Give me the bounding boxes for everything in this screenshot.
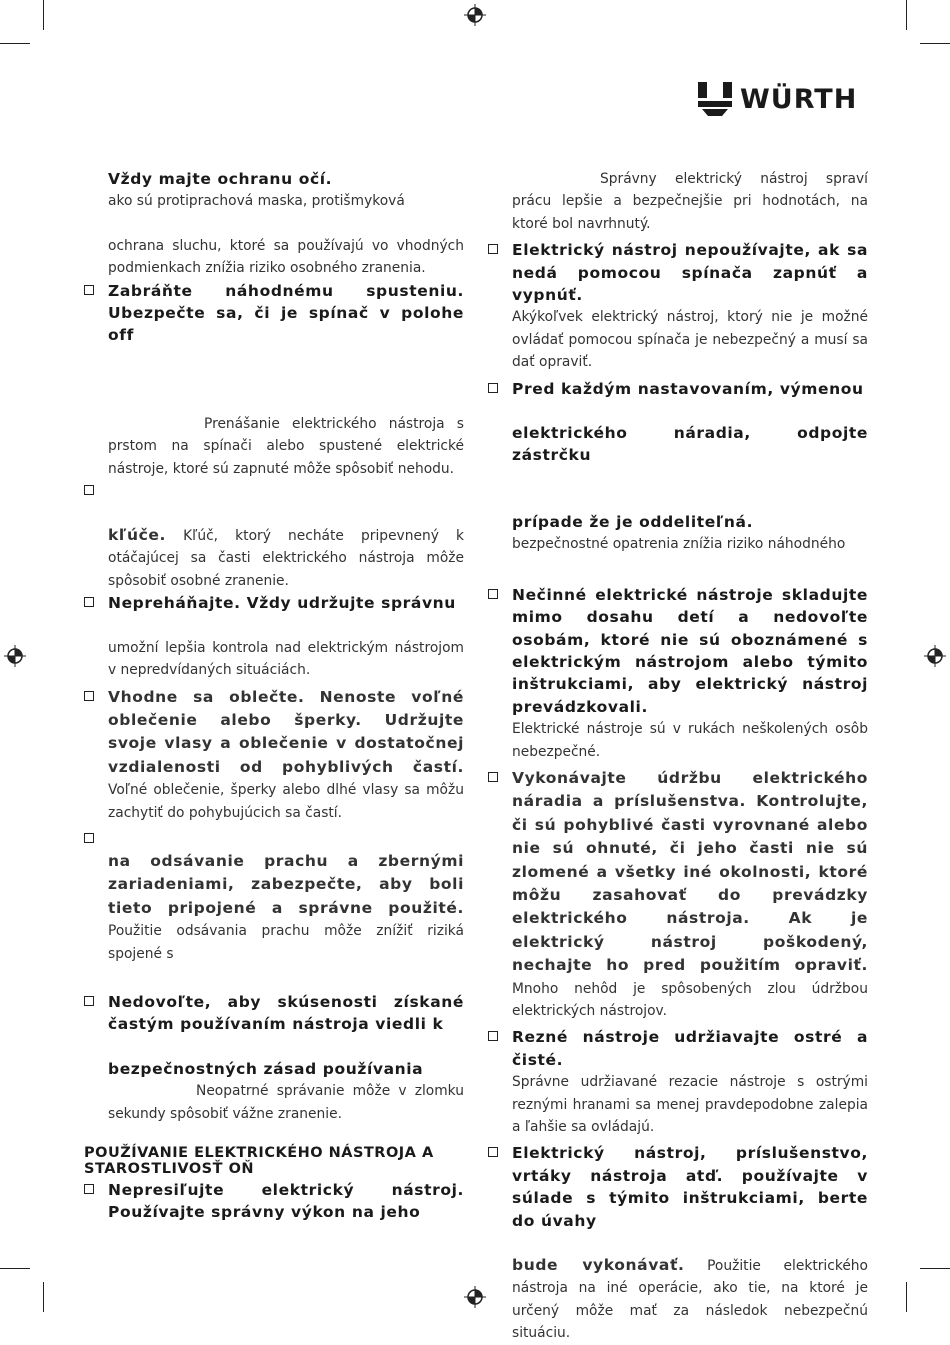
checkbox-icon bbox=[84, 285, 94, 295]
accessories-title-2: bude vykonávať. bbox=[512, 1256, 685, 1275]
maintain-item bbox=[488, 767, 868, 1022]
accidental-start-item bbox=[84, 280, 464, 480]
adjust-title-3: prípade že je oddeliteľná. bbox=[512, 512, 754, 531]
crop-mark-bottom-right-h bbox=[920, 1268, 950, 1269]
dust-text: Použitie odsávania prachu môže znížiť riziká spojené s bbox=[108, 923, 464, 962]
eye-protection-text-1: ako sú protiprachová maska, protišmyková bbox=[108, 193, 405, 210]
maintain-paragraph bbox=[512, 767, 868, 1022]
store-item bbox=[488, 584, 868, 763]
maintain-title: Vykonávajte údržbu elektrického náradia a príslušenstva. Kontrolujte, či sú pohyblivé časti vyrovnané alebo nie sú ohnuté, či jeho časti nie sú zlomené a všetky iné okolnosti, ktoré môžu zasahovať do prevádzky elektrického nástroja. Ak je elektrický nástroj poškodený, nechajte ho pred použitím opraviť. bbox=[512, 768, 868, 975]
accidental-start-text-content: Prenášanie elektrického nástroja s prstom na spínači alebo spustené elektrické nástroje, ktoré sú zapnuté môže spôsobiť nehodu. bbox=[108, 415, 464, 477]
sharp-title: Rezné nástroje udržiavajte ostré a čisté. bbox=[512, 1028, 868, 1069]
wurth-logo-icon bbox=[698, 82, 732, 116]
adjust-title-2: elektrického náradia, odpojte zástrčku bbox=[512, 424, 868, 465]
store-title: Nečinné elektrické nástroje skladujte mimo dosahu detí a nedovoľte osobám, ktoré nie sú oboznámené s elektrickým nástrojom alebo týmito inštrukciami, aby elektrický nástroj prevádzkovali. bbox=[512, 585, 868, 716]
sharp-item bbox=[488, 1026, 868, 1138]
familiarity-text bbox=[108, 1080, 464, 1125]
dress-title: Vhodne sa oblečte. Nenoste voľné oblečenie alebo šperky. Udržujte svoje vlasy a oblečenie v dostatočnej vzdialenosti od pohyblivých častí. bbox=[108, 687, 464, 776]
adjust-item bbox=[488, 378, 868, 556]
switch-text: Akýkoľvek elektrický nástroj, ktorý nie je možné ovládať pomocou spínača je nebezpečný a musí sa dať opraviť. bbox=[512, 309, 868, 371]
accessories-title-1: Elektrický nástroj, príslušenstvo, vrtáky nástroja atď. používajte v súlade s týmito inštrukciami, berte do úvahy bbox=[512, 1144, 868, 1230]
dress-item bbox=[84, 686, 464, 824]
sharp-text: Správne udržiavané rezacie nástroje s ostrými reznými hranami sa menej pravdepodobne zalepia a ľahšie sa ovládajú. bbox=[512, 1074, 868, 1136]
familiarity-title-2: bezpečnostných zásad používania bbox=[108, 1059, 424, 1078]
overreach-item bbox=[84, 592, 464, 681]
key-text: Kľúč, ktorý necháte pripevnený k otáčajúcej sa časti elektrického nástroja môže spôsobiť osobné zranenie. bbox=[108, 528, 464, 589]
checkbox-icon bbox=[488, 1147, 498, 1157]
force-title: Nepresiľujte elektrický nástroj. Používajte správny výkon na jeho bbox=[108, 1181, 464, 1222]
crop-mark-top-right bbox=[906, 0, 907, 30]
overreach-title: Nepreháňajte. Vždy udržujte správnu bbox=[108, 594, 456, 613]
switch-item bbox=[488, 239, 868, 373]
dust-item bbox=[84, 828, 464, 965]
crop-mark-bottom-right bbox=[906, 1282, 907, 1312]
eye-protection-title: Vždy majte ochranu očí. bbox=[108, 170, 333, 188]
crop-mark-bottom-left bbox=[43, 1282, 44, 1312]
checkbox-icon bbox=[488, 772, 498, 782]
crop-mark-top-left bbox=[43, 0, 44, 30]
checkbox-icon bbox=[488, 244, 498, 254]
accessories-item bbox=[488, 1142, 868, 1344]
wurth-logo-text: WÜRTH bbox=[740, 83, 858, 115]
familiarity-text-content: Neopatrné správanie môže v zlomku sekundy spôsobiť vážne zranenie. bbox=[108, 1083, 464, 1122]
registration-mark-bottom bbox=[464, 1286, 486, 1308]
key-title: kľúče. bbox=[108, 526, 166, 545]
adjust-text: bezpečnostné opatrenia znížia riziko náhodného bbox=[512, 536, 846, 553]
overreach-text: umožní lepšia kontrola nad elektrickým nástrojom v nepredvídaných situáciách. bbox=[108, 639, 464, 679]
checkbox-icon bbox=[84, 833, 94, 843]
correct-tool-text bbox=[512, 168, 868, 235]
accidental-start-text bbox=[108, 413, 464, 480]
checkbox-icon bbox=[488, 383, 498, 393]
familiarity-item bbox=[84, 991, 464, 1125]
accidental-start-title: Zabráňte náhodnému spusteniu. Ubezpečte sa, či je spínač v polohe off bbox=[108, 281, 464, 345]
dress-text: Voľné oblečenie, šperky alebo dlhé vlasy sa môžu zachytiť do pohybujúcich sa častí. bbox=[108, 782, 464, 821]
force-item bbox=[84, 1179, 464, 1224]
maintain-text: Mnoho nehôd je spôsobených zlou údržbou elektrických nástrojov. bbox=[512, 980, 868, 1019]
right-column bbox=[488, 168, 868, 1345]
checkbox-icon bbox=[488, 589, 498, 599]
correct-tool-item bbox=[488, 168, 868, 235]
key-item bbox=[84, 480, 464, 592]
crop-mark-top-left-h bbox=[0, 43, 30, 44]
adjust-title-1: Pred každým nastavovaním, výmenou bbox=[512, 379, 864, 398]
store-text: Elektrické nástroje sú v rukách neškolených osôb nebezpečné. bbox=[512, 721, 868, 760]
accessories-paragraph bbox=[512, 1254, 868, 1345]
eye-protection-item bbox=[84, 168, 464, 280]
crop-mark-bottom-left-h bbox=[0, 1268, 30, 1269]
checkbox-icon bbox=[84, 485, 94, 495]
correct-tool-text-content: Správny elektrický nástroj spraví prácu lepšie a bezpečnejšie pri hodnotách, na ktoré bol navrhnutý. bbox=[512, 171, 868, 232]
dust-paragraph bbox=[108, 850, 464, 965]
familiarity-title-1: Nedovoľte, aby skúsenosti získané častým používaním nástroja viedli k bbox=[108, 992, 464, 1034]
left-column bbox=[84, 168, 464, 1224]
accessories-text: Použitie elektrického nástroja na iné operácie, ako tie, na ktoré je určený môže mať za následok nebezpečnú situáciu. bbox=[512, 1258, 868, 1342]
switch-title: Elektrický nástroj nepoužívajte, ak sa nedá pomocou spínača zapnúť a vypnúť. bbox=[512, 241, 868, 305]
crop-mark-top-right-h bbox=[920, 43, 950, 44]
section-heading: POUŽÍVANIE ELEKTRICKÉHO NÁSTROJA A STAROSTLIVOSŤ OŇ bbox=[84, 1145, 434, 1177]
checkbox-icon bbox=[84, 691, 94, 701]
dust-title: na odsávanie prachu a zbernými zariadeniami, zabezpečte, aby boli tieto pripojené a správne použité. bbox=[108, 851, 464, 917]
dress-paragraph bbox=[108, 686, 464, 824]
checkbox-icon bbox=[84, 996, 94, 1006]
eye-protection-text-2: ochrana sluchu, ktoré sa používajú vo vhodných podmienkach znížia riziko osobného zranenia. bbox=[108, 237, 464, 277]
checkbox-icon bbox=[84, 1184, 94, 1194]
registration-mark-right bbox=[924, 645, 946, 667]
key-paragraph bbox=[108, 524, 464, 592]
registration-mark-left bbox=[4, 645, 26, 667]
registration-mark-top bbox=[464, 4, 486, 26]
checkbox-icon bbox=[488, 1031, 498, 1041]
checkbox-icon bbox=[84, 597, 94, 607]
wurth-logo bbox=[698, 80, 857, 118]
